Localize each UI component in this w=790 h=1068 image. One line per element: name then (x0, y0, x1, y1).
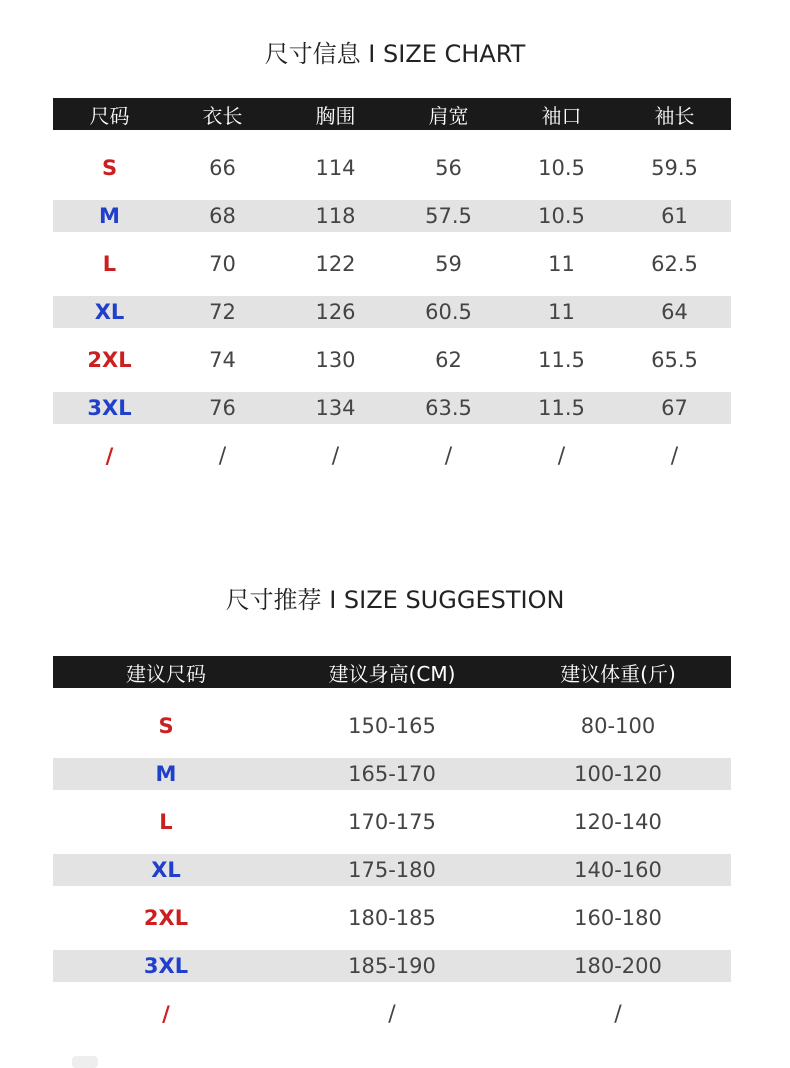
value-cell (618, 192, 731, 240)
table-cell-value: 118 (315, 204, 356, 228)
header-suggested-height: 建议身高(CM) (279, 656, 505, 688)
value-cell (505, 432, 618, 480)
table-cell-value: 11 (548, 252, 575, 276)
size-label-cell (53, 846, 279, 894)
table-row (53, 702, 731, 750)
value-cell (505, 192, 618, 240)
header-suggested-size: 建议尺码 (53, 656, 279, 688)
header-sleeve: 袖长 (618, 98, 731, 130)
table-cell-value: 122 (315, 252, 356, 276)
table-row (53, 384, 731, 432)
table-cell-value: 114 (315, 156, 356, 180)
spacer-cell (53, 130, 731, 144)
value-cell (618, 384, 731, 432)
size-label-cell (53, 702, 279, 750)
table-cell-value: 175-180 (348, 858, 436, 882)
value-cell (279, 288, 392, 336)
table-cell-value: 134 (315, 396, 356, 420)
size-chart-header-row (53, 98, 731, 130)
value-cell (392, 336, 505, 384)
size-label-cell (53, 990, 279, 1038)
size-label: XL (151, 858, 181, 882)
size-label: 2XL (87, 348, 132, 372)
table-cell-value: 11.5 (538, 348, 585, 372)
table-cell-value: 76 (209, 396, 236, 420)
size-label-cell (53, 336, 166, 384)
table-cell-value: 130 (315, 348, 356, 372)
value-cell (392, 384, 505, 432)
value-cell (279, 336, 392, 384)
table-row (53, 240, 731, 288)
value-cell (166, 384, 279, 432)
size-label: 2XL (143, 906, 189, 930)
size-label-cell (53, 144, 166, 192)
value-cell (392, 288, 505, 336)
size-label: S (101, 156, 118, 180)
table-cell-value: 165-170 (348, 762, 436, 786)
table-cell-value: 62 (435, 348, 462, 372)
table-cell-value: 64 (661, 300, 688, 324)
size-label: L (102, 252, 117, 276)
value-cell (505, 846, 731, 894)
value-cell (618, 336, 731, 384)
value-cell (279, 894, 505, 942)
value-cell (618, 432, 731, 480)
value-cell (505, 894, 731, 942)
value-cell (279, 702, 505, 750)
table-row (53, 846, 731, 894)
value-cell (392, 432, 505, 480)
value-cell (279, 750, 505, 798)
header-suggested-weight: 建议体重(斤) (505, 656, 731, 688)
value-cell (279, 192, 392, 240)
value-cell (392, 144, 505, 192)
value-cell (505, 702, 731, 750)
spacer-cell (53, 688, 731, 702)
size-chart-body (53, 130, 731, 480)
table-cell-value: 170-175 (348, 810, 436, 834)
value-cell (618, 240, 731, 288)
size-label-cell (53, 894, 279, 942)
size-suggestion-table (53, 656, 731, 1038)
size-chart-title: 尺寸信息 I SIZE CHART (264, 40, 526, 68)
table-cell-value: 56 (435, 156, 462, 180)
table-cell-value: / (388, 1001, 396, 1027)
value-cell (505, 942, 731, 990)
value-cell (166, 336, 279, 384)
header-cuff: 袖口 (505, 98, 618, 130)
table-cell-value: 59.5 (651, 156, 698, 180)
table-row (53, 144, 731, 192)
value-cell (505, 144, 618, 192)
size-label: M (99, 204, 120, 228)
value-cell (505, 750, 731, 798)
value-cell (279, 846, 505, 894)
header-chest: 胸围 (279, 98, 392, 130)
value-cell (618, 288, 731, 336)
table-cell-value: / (218, 443, 227, 469)
table-row (53, 192, 731, 240)
size-label-cell (53, 750, 279, 798)
table-cell-value: 185-190 (348, 954, 436, 978)
table-row (53, 798, 731, 846)
table-cell-value: 11.5 (538, 396, 585, 420)
value-cell (618, 144, 731, 192)
table-cell-value: / (614, 1001, 622, 1027)
table-cell-value: 80-100 (580, 714, 656, 738)
size-chart-table (53, 98, 731, 480)
table-cell-value: 100-120 (574, 762, 662, 786)
table-row (53, 336, 731, 384)
table-cell-value: 150-165 (348, 714, 436, 738)
value-cell (392, 240, 505, 288)
table-cell-value: 180-200 (574, 954, 662, 978)
size-label-cell (53, 240, 166, 288)
table-cell-value: / (444, 443, 453, 469)
value-cell (166, 288, 279, 336)
table-row (53, 750, 731, 798)
size-label: / (105, 444, 114, 468)
value-cell (505, 240, 618, 288)
table-row (53, 432, 731, 480)
value-cell (166, 144, 279, 192)
value-cell (279, 798, 505, 846)
table-cell-value: 140-160 (574, 858, 662, 882)
table-cell-value: 62.5 (651, 252, 698, 276)
spacer-row (53, 688, 731, 702)
size-label-cell (53, 432, 166, 480)
size-label-cell (53, 192, 166, 240)
table-cell-value: / (557, 443, 566, 469)
size-suggestion-body (53, 688, 731, 1038)
size-suggestion-header-row (53, 656, 731, 688)
table-cell-value: 57.5 (425, 204, 472, 228)
value-cell (279, 942, 505, 990)
table-cell-value: 68 (209, 204, 236, 228)
value-cell (505, 798, 731, 846)
value-cell (505, 336, 618, 384)
header-size: 尺码 (53, 98, 166, 130)
table-cell-value: / (670, 443, 679, 469)
value-cell (505, 288, 618, 336)
header-length: 衣长 (166, 98, 279, 130)
size-label: M (155, 762, 177, 786)
size-label: L (159, 810, 173, 834)
table-cell-value: 180-185 (348, 906, 436, 930)
table-cell-value: 10.5 (538, 204, 585, 228)
table-cell-value: 10.5 (538, 156, 585, 180)
value-cell (392, 192, 505, 240)
size-label: S (158, 714, 174, 738)
table-cell-value: 160-180 (574, 906, 662, 930)
spacer-row (53, 130, 731, 144)
value-cell (279, 990, 505, 1038)
size-label-cell (53, 384, 166, 432)
value-cell (505, 384, 618, 432)
size-label: XL (94, 300, 125, 324)
value-cell (166, 192, 279, 240)
size-label-cell (53, 942, 279, 990)
table-row (53, 288, 731, 336)
header-shoulder: 肩宽 (392, 98, 505, 130)
table-cell-value: 67 (661, 396, 688, 420)
table-cell-value: 72 (209, 300, 236, 324)
table-cell-value: 65.5 (651, 348, 698, 372)
table-cell-value: 66 (209, 156, 236, 180)
size-label-cell (53, 288, 166, 336)
table-cell-value: 74 (209, 348, 236, 372)
size-label: 3XL (87, 396, 132, 420)
table-cell-value: 63.5 (425, 396, 472, 420)
table-cell-value: / (331, 443, 340, 469)
size-suggestion-title: 尺寸推荐 I SIZE SUGGESTION (225, 586, 565, 614)
table-row (53, 942, 731, 990)
table-cell-value: 61 (661, 204, 688, 228)
table-cell-value: 126 (315, 300, 356, 324)
table-cell-value: 60.5 (425, 300, 472, 324)
table-cell-value: 120-140 (574, 810, 662, 834)
value-cell (166, 432, 279, 480)
table-cell-value: 59 (435, 252, 462, 276)
table-cell-value: 11 (548, 300, 575, 324)
size-label: / (162, 1002, 170, 1026)
value-cell (279, 240, 392, 288)
value-cell (279, 432, 392, 480)
table-row (53, 894, 731, 942)
size-label: 3XL (143, 954, 189, 978)
table-row (53, 990, 731, 1038)
corner-decoration (72, 1056, 98, 1068)
value-cell (279, 144, 392, 192)
value-cell (279, 384, 392, 432)
table-cell-value: 70 (209, 252, 236, 276)
value-cell (166, 240, 279, 288)
size-label-cell (53, 798, 279, 846)
value-cell (505, 990, 731, 1038)
